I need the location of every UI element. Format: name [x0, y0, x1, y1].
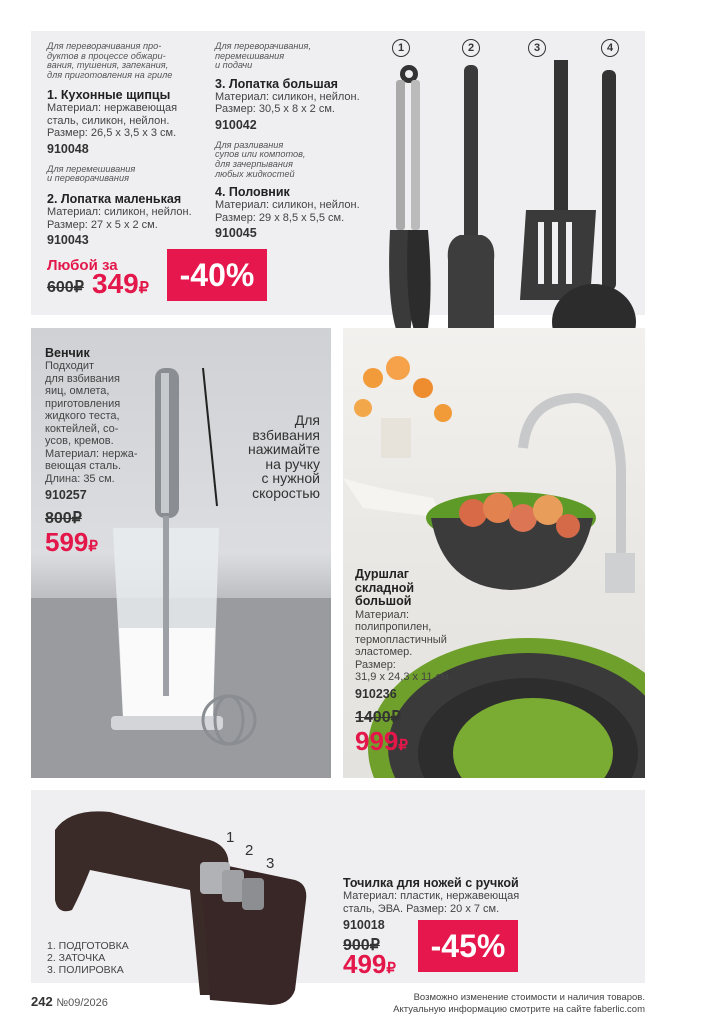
utensil-2-material: Материал: силикон, нейлон. — [47, 206, 192, 219]
whisk-title: Венчик — [45, 346, 90, 360]
utensil-1-code: 910048 — [47, 141, 89, 156]
whisk-price: 599₽ — [45, 527, 98, 557]
small-spatula-icon — [448, 65, 495, 355]
utensil-2-description: Для перемешивания и переворачивания — [47, 163, 136, 184]
utensil-number-1: 1 — [392, 39, 410, 57]
whisk-note: Для взбивания нажимайте на ручку с нужной скоростью — [248, 412, 320, 501]
sharpener-slot-3: 3 — [266, 855, 275, 872]
utensils-old-price: 600₽ — [47, 279, 84, 296]
knife-sharpener-image — [50, 800, 310, 1010]
colander-description: Материал: полипропилен, термопластичный эластомер. Размер: 31,9 x 24,3 x 11 см. — [355, 608, 452, 683]
utensils-text-col1 — [47, 42, 212, 247]
utensil-1-title: 1. Кухонные щипцы — [47, 88, 171, 103]
colander-title: Дуршлаг складной большой — [355, 567, 415, 608]
utensil-1-material: Материал: нержавеющая сталь, силикон, нейлон. — [47, 102, 178, 127]
utensil-number-2: 2 — [462, 39, 480, 57]
utensils-price: 349₽ — [92, 268, 149, 299]
colander-code: 910236 — [355, 686, 397, 701]
utensil-4-material: Материал: силикон, нейлон. — [215, 199, 360, 212]
utensil-3-title: 3. Лопатка большая — [215, 76, 338, 91]
utensil-number-3: 3 — [528, 39, 546, 57]
flowers-icon — [354, 356, 452, 458]
utensils-text-col2 — [215, 42, 385, 240]
whisk-text — [45, 346, 165, 561]
utensil-4-size: Размер: 29 x 8,5 x 5,5 см. — [215, 211, 345, 224]
utensil-4-description: Для разливания супов или компотов, для зачерпывания любых жидкостей — [215, 139, 306, 179]
sharpener-title: Точилка для ножей с ручкой — [343, 876, 519, 890]
sharpener-slot-1: 1 — [226, 829, 235, 846]
utensil-4-title: 4. Половник — [215, 185, 290, 200]
page-number: 242 №09/2026 — [31, 994, 108, 1009]
large-spatula-icon — [520, 60, 596, 300]
kitchen-utensils-image — [380, 60, 645, 360]
sharpener-price: 499₽ — [343, 949, 396, 979]
utensil-3-code: 910042 — [215, 117, 257, 132]
any-for-label: Любой за — [47, 257, 118, 274]
whisk-old-price: 800₽ — [45, 510, 82, 527]
sharpener-code: 910018 — [343, 918, 385, 932]
utensils-discount-badge: -40% — [167, 249, 267, 301]
utensil-2-title: 2. Лопатка маленькая — [47, 192, 182, 207]
colander-text — [355, 568, 490, 760]
sharpener-description: Материал: пластик, нержавеющая сталь, ЭВА. Размер: 20 x 7 см. — [343, 890, 520, 915]
colander-old-price: 1400₽ — [355, 708, 401, 726]
sharpener-slot-2: 2 — [245, 842, 254, 859]
colander-price: 999₽ — [355, 725, 408, 756]
utensil-2-size: Размер: 27 x 5 x 2 см. — [47, 218, 158, 231]
utensil-3-description: Для переворачивания, перемешивания и подачи — [215, 41, 311, 71]
sharpener-steps: 1. ПОДГОТОВКА 2. ЗАТОЧКА 3. ПОЛИРОВКА — [47, 940, 129, 976]
whisk-description: Подходит для взбивания яиц, омлета, приготовления жидкого теста, коктейлей, со- усов, кремов. Материал: нержа- веющая сталь. Длина: 35 см. — [45, 360, 138, 485]
utensil-4-code: 910045 — [215, 226, 257, 241]
utensil-2-code: 910043 — [47, 233, 89, 248]
utensil-1-description: Для переворачивания про- дуктов в процессе обжари- вания, тушения, запекания, для приготовления на гриле — [47, 41, 173, 80]
sharpener-discount-badge: -45% — [418, 920, 518, 972]
utensil-1-size: Размер: 26,5 x 3,5 x 3 см. — [47, 127, 177, 140]
whisk-code: 910257 — [45, 488, 87, 502]
utensil-3-material: Материал: силикон, нейлон. — [215, 90, 360, 103]
sharpener-old-price: 900₽ — [343, 937, 380, 954]
footer-notes: Возможно изменение стоимости и наличия товаров. Актуальную информацию смотрите на сайте faberlic.com — [393, 992, 645, 1015]
utensil-number-4: 4 — [601, 39, 619, 57]
tongs-icon — [389, 65, 430, 345]
utensil-3-size: Размер: 30,5 x 8 x 2 см. — [215, 103, 335, 116]
